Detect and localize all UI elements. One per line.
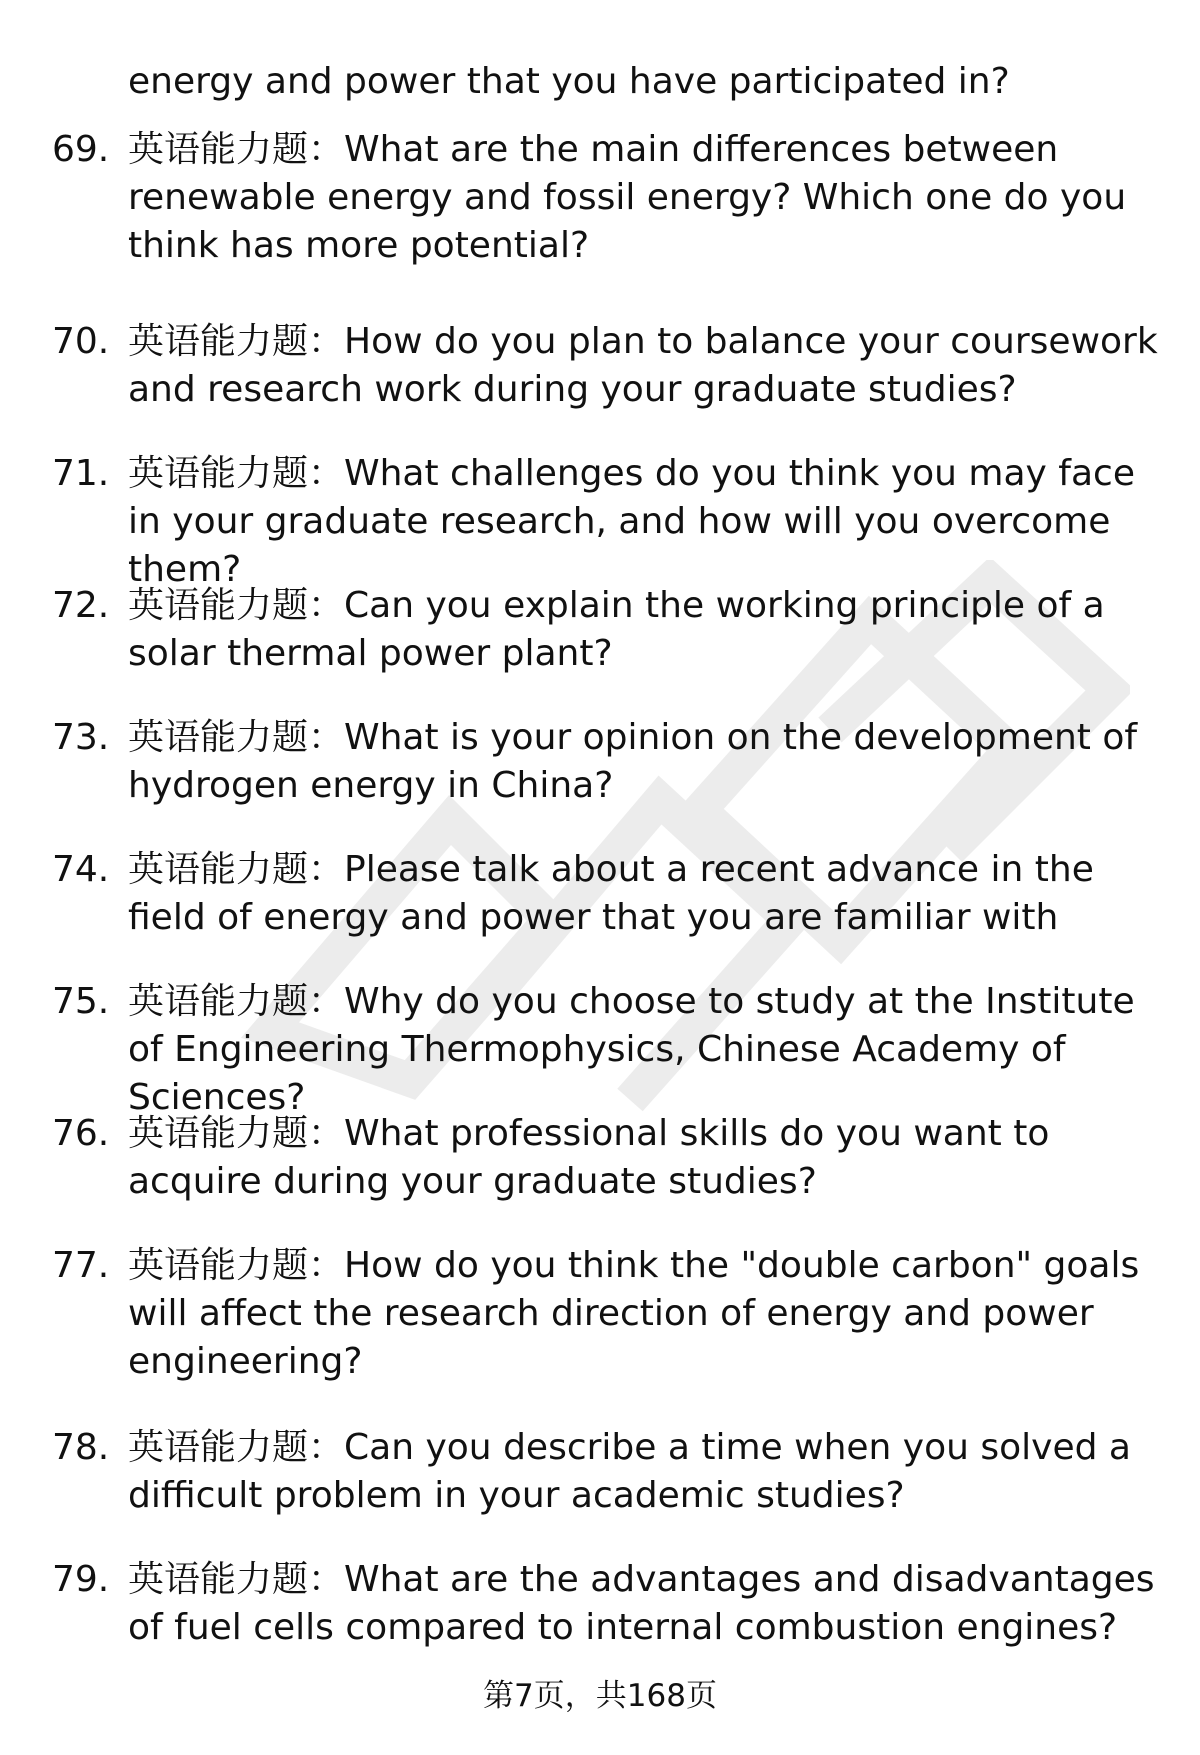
question-number: 77. [52,1245,110,1286]
question-text [128,318,1173,414]
question-prefix: 英语能力题： [128,717,345,758]
question-number: 73. [52,717,110,758]
question-prefix: 英语能力题： [128,321,345,362]
question-number: 72. [52,585,110,626]
question-text [128,1110,1173,1206]
question-text [128,450,1173,594]
question-number: 78. [52,1427,110,1468]
question-body: Can you describe a time when you solved a difficult problem in your academic studies? [128,1427,1131,1516]
question-number: 71. [52,453,110,494]
question-body: How do you plan to balance your coursework and research work during your graduate studies? [128,321,1158,410]
page-number-label: 第7页，共168页 [483,1678,717,1714]
question-text [128,582,1173,678]
question-text [128,126,1173,270]
question-number: 69. [52,129,110,170]
question-body: Please talk about a recent advance in the field of energy and power that you are familiar with [128,849,1094,938]
question-body: What is your opinion on the development of hydrogen energy in China? [128,717,1138,806]
question-prefix: 英语能力题： [128,1427,345,1468]
question-prefix: 英语能力题： [128,1113,345,1154]
question-prefix: 英语能力题： [128,1245,345,1286]
question-body: What challenges do you think you may face in your graduate research, and how will you overcome them? [128,453,1135,590]
page-footer [0,1676,1200,1716]
question-body: What are the advantages and disadvantages of fuel cells compared to internal combustion engines? [128,1559,1155,1648]
question-text [128,1556,1173,1652]
question-text [128,714,1173,810]
question-prefix: 英语能力题： [128,1559,345,1600]
question-prefix: 英语能力题： [128,453,345,494]
question-prefix: 英语能力题： [128,585,345,626]
question-body: Can you explain the working principle of a solar thermal power plant? [128,585,1105,674]
question-body: What professional skills do you want to acquire during your graduate studies? [128,1113,1050,1202]
continuation-text: energy and power that you have participated in? [128,61,1010,102]
question-prefix: 英语能力题： [128,129,345,170]
question-body: Why do you choose to study at the Institute of Engineering Thermophysics, Chinese Academy of Sciences? [128,981,1135,1118]
question-number: 76. [52,1113,110,1154]
question-number: 79. [52,1559,110,1600]
question-number: 75. [52,981,110,1022]
question-prefix: 英语能力题： [128,849,345,890]
question-body: How do you think the "double carbon" goals will affect the research direction of energy and power engineering? [128,1245,1140,1382]
question-number: 70. [52,321,110,362]
question-text [128,978,1173,1122]
question-number: 74. [52,849,110,890]
question-text [128,1424,1173,1520]
question-prefix: 英语能力题： [128,981,345,1022]
question-text [128,846,1173,942]
question-body: What are the main differences between renewable energy and fossil energy? Which one do you think has more potential? [128,129,1127,266]
question-text [128,1242,1173,1386]
